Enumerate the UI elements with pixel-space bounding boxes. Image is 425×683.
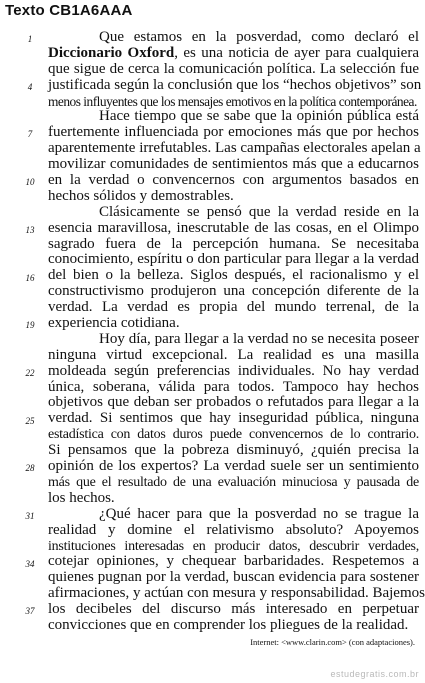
- text-line: [48, 173, 419, 189]
- line-number: 4: [27, 81, 33, 92]
- article-body: [48, 29, 425, 634]
- text-line: [48, 491, 419, 507]
- line-text: moldeada según preferencias individuales. No hay verdad: [48, 362, 419, 379]
- line-text: Clásicamente se pensó que la verdad reside en la: [99, 203, 419, 220]
- text-line: [48, 76, 422, 94]
- bold-term: Diccionario Oxford: [48, 44, 175, 61]
- line-text: sagrado fuera de la percepción humana. Se necesitaba: [48, 235, 419, 252]
- text-line: [48, 411, 419, 427]
- line-number: 22: [25, 367, 35, 378]
- line-text: los decibeles del discurso más interesado en perpetuar: [48, 601, 419, 618]
- line-text: hechos sólidos y demostrables.: [48, 187, 234, 204]
- line-text: Que estamos en la posverdad, como declaró el: [99, 29, 419, 45]
- line-text: ¿Qué hacer para que la posverdad no se trague la: [99, 505, 419, 522]
- text-line: [48, 141, 419, 157]
- source-citation: Internet: <www.clarin.com> (con adaptaciones).: [250, 637, 415, 647]
- text-line: [48, 268, 419, 284]
- text-line: [48, 30, 419, 46]
- text-line: [48, 570, 419, 586]
- line-text: estadística con datos duros puede convencernos de lo contrario.: [48, 427, 419, 443]
- line-text: aparentemente irrefutables. Las campañas electorales apelan a: [48, 140, 421, 157]
- text-line: [48, 46, 419, 62]
- line-text: quienes pugnan por la verdad, buscan evidencia para sostener: [48, 569, 419, 586]
- text-line: [48, 523, 419, 539]
- text-line: [48, 189, 419, 205]
- line-text: los hechos.: [48, 489, 115, 506]
- line-text: movilizar comunidades de sentimientos más que a educarnos: [48, 156, 419, 173]
- text-line: [48, 157, 419, 173]
- text-line: [48, 94, 419, 110]
- line-text: convicciones que en comprender los pliegues de la realidad.: [48, 616, 409, 633]
- watermark: estudegratis.com.br: [330, 669, 419, 679]
- text-line: [48, 221, 419, 237]
- line-text: verdad. Si sentimos que hay inseguridad pública, ninguna: [48, 410, 419, 427]
- line-number: 19: [25, 320, 35, 331]
- text-line: [48, 585, 425, 602]
- text-line: [48, 475, 419, 491]
- text-line: [48, 252, 419, 268]
- line-number: 28: [25, 463, 35, 474]
- text-line: [48, 602, 419, 618]
- text-line: [48, 348, 419, 364]
- line-text: Si pensamos que la pobreza disminuyó, ¿quién precisa la: [48, 442, 419, 459]
- line-number: 25: [25, 415, 35, 426]
- text-line: [48, 205, 419, 221]
- line-text: justificada según la conclusión que los “hechos objetivos” son: [48, 76, 422, 93]
- text-line: [48, 109, 419, 125]
- line-text: opinión de los expertos? La verdad suele ser un sentimiento: [48, 458, 419, 475]
- line-text: menos influyentes que los mensajes emotivos en la política contemporánea.: [48, 93, 417, 109]
- line-text: , es una noticia de ayer para cualquiera: [174, 44, 419, 61]
- line-text: fuertemente influenciada por emociones más que por hechos: [48, 124, 419, 141]
- line-text: única, soberana, válida para todos. Tampoco hay hechos: [48, 378, 419, 395]
- line-number: 10: [25, 177, 35, 188]
- line-number: 7: [27, 129, 33, 140]
- line-text: cotejar opiniones, y chequear barbaridades. Respetemos a: [48, 553, 419, 570]
- text-line: [48, 427, 419, 443]
- line-text: más que el resultado de una evaluación minuciosa y pausada de: [48, 474, 419, 490]
- line-number: 16: [25, 272, 35, 283]
- line-text: ninguna virtud excepcional. La realidad es una masilla: [48, 346, 419, 363]
- text-line: [48, 332, 419, 348]
- line-text: Hace tiempo que se sabe que la opinión pública está: [99, 108, 419, 125]
- text-line: [48, 380, 419, 396]
- text-line: [48, 125, 419, 141]
- text-line: [48, 443, 419, 459]
- line-number: 34: [25, 558, 35, 569]
- line-text: en la verdad o convencernos con argumentos basados en: [48, 172, 419, 189]
- line-text: Hoy día, para llegar a la verdad no se necesita poseer: [99, 330, 419, 347]
- line-text: constructivismo produjeron una concepción diferente de la: [48, 283, 419, 300]
- text-line: [48, 459, 419, 475]
- line-number: 37: [25, 606, 35, 617]
- line-text: verdad. La verdad es propia del mundo terrenal, de la: [48, 299, 419, 316]
- text-line: [48, 316, 419, 332]
- line-text: objetivos que deban ser probados o refutados para llegar a la: [48, 394, 419, 411]
- line-text: esencia maravillosa, inescrutable de las cosas, en el Olimpo: [48, 219, 419, 236]
- line-text: afirmaciones, y actúan con mesura y responsabilidad. Bajemos: [48, 585, 425, 602]
- text-line: [48, 507, 419, 523]
- line-text: que sigue de cerca la comunicación política. La selección fue: [48, 60, 419, 77]
- line-text: del bien o la belleza. Siglos después, el racionalismo y el: [48, 267, 419, 284]
- line-number: 1: [27, 34, 33, 44]
- text-line: [48, 554, 419, 570]
- line-number: 13: [25, 224, 35, 235]
- text-line: [48, 284, 419, 300]
- text-line: [48, 364, 419, 380]
- text-line: [48, 62, 419, 78]
- text-line: [48, 300, 419, 316]
- line-text: conocimiento, espíritu o don particular para llegar a la verdad: [48, 251, 419, 268]
- line-number: 31: [25, 511, 35, 521]
- text-line: [48, 237, 419, 253]
- line-text: realidad y domine el relativismo absoluto? Apoyemos: [48, 521, 419, 538]
- text-line: [48, 539, 419, 555]
- text-line: [48, 395, 419, 411]
- line-text: experiencia cotidiana.: [48, 315, 180, 332]
- line-text: instituciones interesadas en producir datos, descubrir verdades,: [48, 538, 419, 554]
- text-line: [48, 618, 419, 634]
- document-title: Texto CB1A6AAA: [5, 2, 133, 19]
